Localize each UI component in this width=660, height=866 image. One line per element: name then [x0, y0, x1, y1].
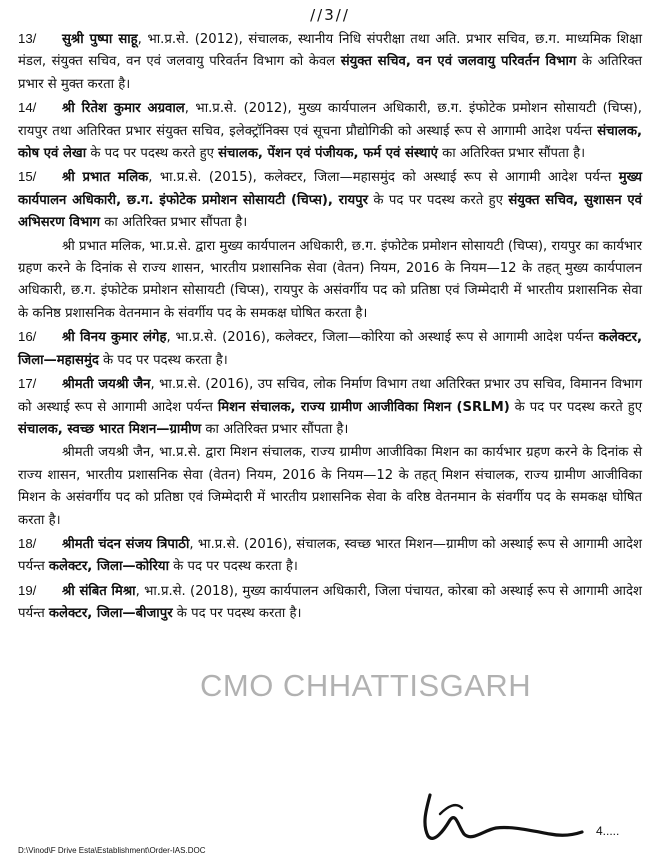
- emphasized-text: श्रीमती चंदन संजय त्रिपाठी: [62, 536, 190, 552]
- emphasized-text: मिशन संचालक, राज्य ग्रामीण आजीविका मिशन (SRLM): [217, 399, 510, 415]
- emphasized-text: श्री रितेश कुमार अग्रवाल: [62, 101, 185, 117]
- order-note-paragraph: [18, 442, 642, 532]
- order-text: के पद पर पदस्थ करते हुए: [509, 399, 642, 415]
- order-body: [18, 28, 642, 627]
- emphasized-text: कलेक्टर, जिला—कोरिया: [48, 559, 169, 575]
- order-text: के पद पर पदस्थ करता है।: [168, 559, 298, 575]
- order-note-paragraph: [18, 236, 642, 326]
- item-number: 15/: [18, 169, 37, 185]
- order-item: [18, 373, 642, 441]
- item-number: 19/: [18, 582, 37, 598]
- emphasized-text: मुख्य कार्यपालन अधिकारी, छ.ग. इंफोटेक प्रमोशन सोसायटी (चिप्स), रायपुर: [18, 170, 643, 208]
- order-text: के पद पर पदस्थ करते हुए: [368, 192, 509, 208]
- emphasized-text: कलेक्टर, जिला—बीजापुर: [48, 606, 173, 622]
- order-text: के पद पर पदस्थ करते हुए: [86, 146, 219, 162]
- item-number: 17/: [18, 376, 37, 392]
- order-text: का अतिरिक्त प्रभार सौंपता है।: [201, 421, 349, 437]
- emphasized-text: संचालक, स्वच्छ भारत मिशन—ग्रामीण: [18, 421, 202, 437]
- next-page-indicator: 4.....: [596, 824, 620, 838]
- page-number: //3//: [310, 6, 350, 24]
- file-path: D:\Vinod\F Drive Esta\Establishment\Order-IAS.DOC: [18, 846, 206, 855]
- emphasized-text: श्रीमती जयश्री जैन: [62, 377, 151, 393]
- emphasized-text: श्री संबित मिश्रा: [62, 583, 136, 599]
- order-text: के पद पर पदस्थ करता है।: [98, 352, 228, 368]
- emphasized-text: कलेक्टर, जिला—महासमुंद: [18, 330, 642, 368]
- emphasized-text: श्री प्रभात मलिक: [62, 170, 149, 186]
- emphasized-text: संयुक्त सचिव, वन एवं जलवायु परिवर्तन विभाग: [340, 54, 577, 70]
- order-item: [18, 580, 642, 626]
- emphasized-text: सुश्री पुष्पा साहू: [62, 32, 138, 47]
- order-item: [18, 533, 642, 579]
- order-text: , भा.प्र.से. (2016), संचालक, स्वच्छ भारत मिशन—ग्रामीण को अस्थाई रूप से आगामी आदेश पर्यन्त: [18, 536, 642, 575]
- order-text: , भा.प्र.से. (2015), कलेक्टर, जिला—महासमुंद को अस्थाई रूप से आगामी आदेश पर्यन्त: [148, 170, 619, 186]
- watermark: CMO CHHATTISGARH: [200, 668, 532, 703]
- order-text: का अतिरिक्त प्रभार सौंपता है।: [100, 215, 248, 231]
- order-text: श्री प्रभात मलिक, भा.प्र.से. द्वारा मुख्य कार्यपालन अधिकारी, छ.ग. इंफोटेक प्रमोशन सोसायटी (चिप्स), रायपुर का कार्यभार ग्रहण करने के दिनांक से राज्य शासन, भारतीय प्रशासनिक सेवा (वेतन) नियम, 2016 के नियम—12 के तहत् मुख्य कार्यपालन अधिकारी, छ.ग. इंफोटेक प्रमोशन सोसायटी (चिप्स), रायपुर के असंवर्गीय पद को प्रतिष्ठा एवं जिम्मेदारी में भारतीय प्रशासनिक सेवा के कनिष्ठ प्रशासनिक वेतनमान के संवर्गीय पद के समकक्ष घोषित करता है।: [18, 238, 642, 321]
- signature-icon: [400, 790, 590, 850]
- item-number: 14/: [18, 100, 37, 116]
- order-text: के अतिरिक्त प्रभार से मुक्त करता है।: [18, 54, 642, 92]
- order-text: श्रीमती जयश्री जैन, भा.प्र.से. द्वारा मिशन संचालक, राज्य ग्रामीण आजीविका मिशन का कार्यभार ग्रहण करने के दिनांक से राज्य शासन, भारतीय प्रशासनिक सेवा (वेतन) नियम, 2016 के नियम—12 के तहत् मिशन संचालक, राज्य ग्रामीण आजीविका मिशन के असंवर्गीय पद को प्रतिष्ठा एवं जिम्मेदारी में भारतीय प्रशासनिक सेवा के वरिष्ठ वेतनमान के संवर्गीय पद के समकक्ष घोषित करता है।: [18, 445, 642, 528]
- emphasized-text: संचालक, कोष एवं लेखा: [18, 123, 642, 162]
- item-number: 13/: [18, 31, 37, 46]
- order-text: , भा.प्र.से. (2012), संचालक, स्थानीय निधि संपरीक्षा तथा अति. प्रभार सचिव, छ.ग. माध्यमिक शिक्षा मंडल, संयुक्त सचिव, वन एवं जलवायु परिवर्तन विभाग को केवल: [18, 32, 642, 70]
- emphasized-text: संचालक, पेंशन एवं पंजीयक, फर्म एवं संस्थाएं: [218, 146, 438, 162]
- order-item: [18, 166, 642, 234]
- item-number: 18/: [18, 535, 37, 551]
- order-text: , भा.प्र.से. (2016), उप सचिव, लोक निर्माण विभाग तथा अतिरिक्त प्रभार उप सचिव, विमानन विभाग को अस्थाई रूप से आगामी आदेश पर्यन्त: [18, 377, 643, 415]
- item-number: 16/: [18, 329, 37, 345]
- order-text: , भा.प्र.से. (2016), कलेक्टर, जिला—कोरिया को अस्थाई रूप से आगामी आदेश पर्यन्त: [166, 330, 599, 346]
- emphasized-text: संयुक्त सचिव, सुशासन एवं अभिसरण विभाग: [18, 192, 643, 231]
- order-item: [18, 326, 642, 372]
- order-text: , भा.प्र.से. (2018), मुख्य कार्यपालन अधिकारी, जिला पंचायत, कोरबा को अस्थाई रूप से आगामी आदेश पर्यन्त: [18, 583, 642, 622]
- order-item: [18, 97, 642, 165]
- order-text: का अतिरिक्त प्रभार सौंपता है।: [437, 146, 586, 162]
- emphasized-text: श्री विनय कुमार लंगेह: [62, 330, 167, 346]
- order-item: [18, 28, 642, 96]
- order-text: के पद पर पदस्थ करता है।: [172, 606, 302, 622]
- order-text: , भा.प्र.से. (2012), मुख्य कार्यपालन अधिकारी, छ.ग. इंफोटेक प्रमोशन सोसायटी (चिप्स), रायपुर तथा अतिरिक्त प्रभार संयुक्त सचिव, इलेक्ट्रॉनिक्स एवं सूचना प्रौद्योगिकी को अस्थाई रूप से आगामी आदेश पर्यन्त: [18, 101, 642, 139]
